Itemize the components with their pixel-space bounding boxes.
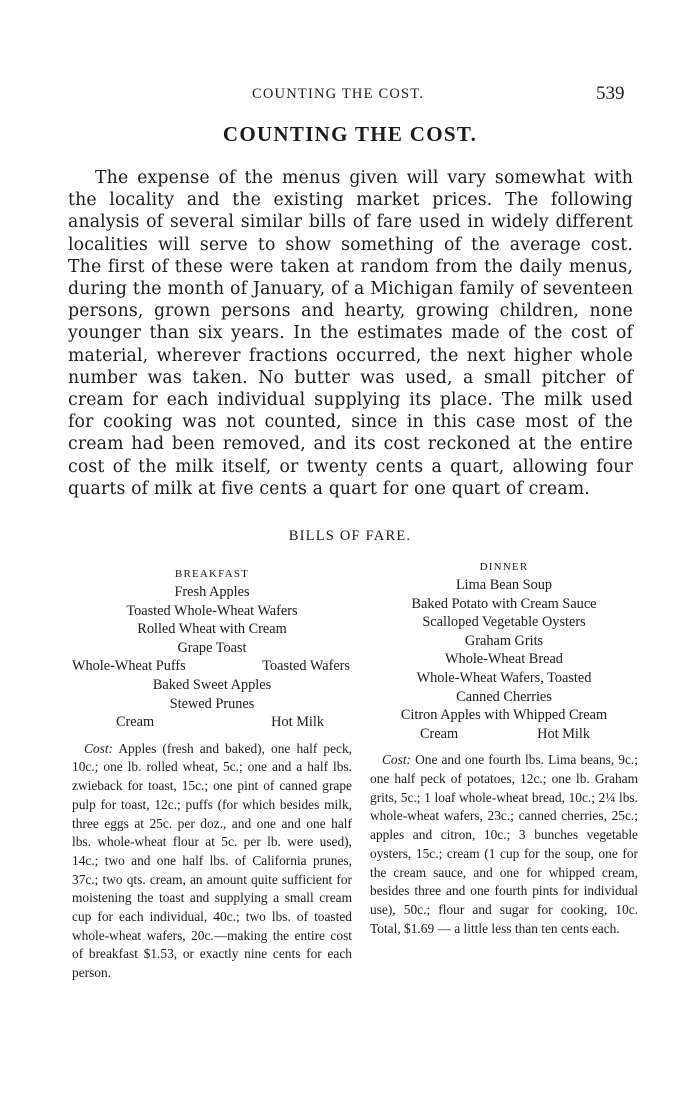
page-number: 539: [596, 83, 625, 104]
breakfast-heading: BREAKFAST: [174, 568, 250, 580]
cost-text: One and one fourth lbs. Lima beans, 9c.; one half peck of potatoes, 12c.; one lb. Graham grits, 5c.; 1 loaf whole-wheat bread, 10c.; 2¼ lbs. whole-wheat wafers, 23c.; canned cherries, 25c.; apples and citron, 10c.; 3 bunches vegetable oysters, 15c.; cream (1 cup for the soup, one for the cream sauce, and one for whipped cream, besides three and one fourth pints for individual use), 50c.; flour and sugar for cooking, 10c. Total, $1.69 — a little less than ten cents each.: [370, 752, 638, 936]
menu-item: Whole-Wheat Wafers, Toasted: [416, 669, 592, 686]
breakfast-cost: [72, 740, 352, 983]
menu-item: Graham Grits: [464, 632, 544, 649]
menu-item-pair: [72, 713, 352, 732]
menu-item: Baked Potato with Cream Sauce: [411, 595, 597, 612]
menu-item: Lima Bean Soup: [455, 577, 553, 593]
menu-item: Whole-Wheat Puffs: [72, 658, 186, 675]
menu-item: Hot Milk: [271, 714, 324, 731]
menu-item: Fresh Apples: [174, 584, 250, 600]
menu-item: Rolled Wheat with Cream: [137, 621, 287, 638]
menu-item: Stewed Prunes: [169, 695, 255, 712]
menu-item: Baked Sweet Apples: [152, 676, 272, 693]
menu-item: Grape Toast: [177, 639, 247, 656]
intro-paragraph: The expense of the menus given will vary somewhat with the locality and the existing market prices. The following analysis of several similar bills of fare used in widely different localities will serve to show something of the average cost. The first of these were taken at random from the daily menus, during the month of January, of a Michigan family of seventeen persons, grown persons and hearty, growing children, none younger than six years. In the estimates made of the cost of material, wherever fractions occurred, the next higher whole number was taken. No butter was used, a small pitcher of cream for each individual supplying its place. The milk used for cooking was not counted, since in this case most of the cream had been removed, and its cost reckoned at the entire cost of the milk itself, or twenty cents a quart, allowing four quarts of milk at five cents a quart for one quart of cream.: [68, 168, 633, 499]
menu-item: Toasted Wafers: [262, 658, 350, 675]
menu-item: Citron Apples with Whipped Cream: [400, 707, 608, 724]
bills-of-fare-title: BILLS OF FARE.: [288, 528, 412, 544]
menu-item: Toasted Whole-Wheat Wafers: [126, 602, 298, 619]
breakfast-column: [72, 565, 352, 983]
menu-item: Scalloped Vegetable Oysters: [422, 614, 586, 631]
dinner-heading: DINNER: [479, 561, 529, 573]
breakfast-menu: [72, 583, 352, 732]
menu-item: Cream: [116, 714, 155, 731]
menu-item-pair: [370, 725, 638, 744]
dinner-menu: [370, 576, 638, 743]
cost-label: Cost:: [84, 740, 114, 756]
dinner-cost: [370, 751, 638, 938]
dinner-column: [370, 558, 638, 938]
chapter-title: COUNTING THE COST.: [222, 122, 478, 146]
cost-text: Apples (fresh and baked), one half peck, 10c.; one lb. rolled wheat, 5c.; one and a half lbs. zwieback for toast, 15c.; one pint of canned grape pulp for toast, 12c.; puffs (for which besides milk, three eggs at 25c. per doz., and one and one half lbs. whole-wheat flour at 5c. per lb. were used), 14c.; two and one half lbs. of California prunes, 37c.; two qts. cream, an amount quite sufficient for moistening the toast and supplying a small cream cup for each individual, 40c.; two lbs. of toasted whole-wheat wafers, 20c.—making the entire cost of breakfast $1.53, or exactly nine cents for each person.: [72, 740, 353, 981]
running-title: COUNTING THE COST.: [252, 86, 425, 102]
menu-item: Hot Milk: [537, 725, 590, 742]
menu-item: Canned Cherries: [456, 688, 552, 705]
menu-item: Cream: [420, 725, 459, 742]
menu-item: Whole-Wheat Bread: [445, 651, 563, 668]
menu-item-pair: [72, 657, 352, 676]
cost-label: Cost:: [382, 752, 412, 768]
running-head: [0, 83, 700, 108]
